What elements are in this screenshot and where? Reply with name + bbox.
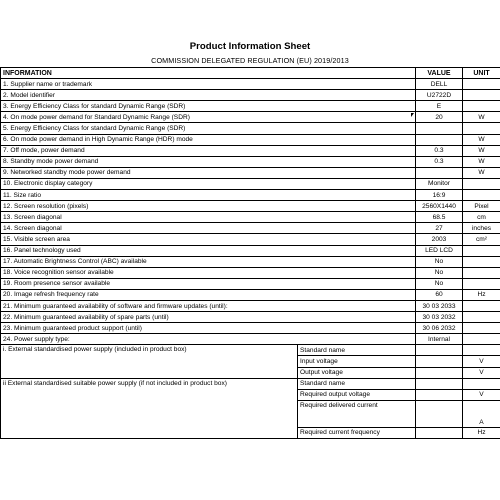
power-supply-unit: Hz (463, 427, 500, 438)
power-supply-value (416, 345, 463, 356)
table-row (1, 223, 500, 234)
row-label: 18. Voice recognition sensor available (1, 267, 416, 278)
product-info-table (0, 67, 500, 439)
table-row (1, 300, 500, 311)
row-unit: W (463, 112, 500, 123)
row-unit: W (463, 145, 500, 156)
power-supply-row (1, 378, 500, 389)
table-row (1, 145, 500, 156)
table-row (1, 212, 500, 223)
row-label: 8. Standby mode power demand (1, 156, 416, 167)
row-value: 20 (416, 112, 463, 123)
row-unit (463, 323, 500, 334)
row-unit (463, 245, 500, 256)
table-row (1, 312, 500, 323)
row-value: No (416, 267, 463, 278)
power-supply-unit (463, 378, 500, 389)
row-unit: Pixel (463, 201, 500, 212)
row-unit (463, 278, 500, 289)
row-value: LED LCD (416, 245, 463, 256)
row-value: Internal (416, 334, 463, 345)
table-row (1, 134, 500, 145)
row-label: 2. Model identifier (1, 90, 416, 101)
row-label: 9. Networked standby mode power demand (1, 167, 416, 178)
row-value (416, 134, 463, 145)
row-value (416, 123, 463, 134)
row-label: 23. Minimum guaranteed product support (until) (1, 323, 416, 334)
cell-marker (411, 113, 414, 117)
row-label: 19. Room presence sensor available (1, 278, 416, 289)
power-supply-field: Standard name (298, 345, 416, 356)
row-value: 2003 (416, 234, 463, 245)
row-label: 21. Minimum guaranteed availability of software and firmware updates (until): (1, 300, 416, 311)
table-row (1, 101, 500, 112)
row-value: U2722D (416, 90, 463, 101)
row-label: 10. Electronic display category (1, 178, 416, 189)
table-row (1, 267, 500, 278)
table-row (1, 123, 500, 134)
row-unit: W (463, 134, 500, 145)
row-label: 13. Screen diagonal (1, 212, 416, 223)
row-unit: W (463, 167, 500, 178)
power-supply-field: Output voltage (298, 367, 416, 378)
power-supply-field: Required delivered current (298, 400, 416, 427)
table-row (1, 190, 500, 201)
row-unit (463, 267, 500, 278)
table-row (1, 234, 500, 245)
header-unit: UNIT (463, 68, 500, 79)
row-value: 30 06 2032 (416, 323, 463, 334)
power-supply-value (416, 356, 463, 367)
table-row (1, 178, 500, 189)
row-unit (463, 334, 500, 345)
header-value: VALUE (416, 68, 463, 79)
row-unit: inches (463, 223, 500, 234)
row-unit (463, 312, 500, 323)
row-value: 60 (416, 289, 463, 300)
row-unit (463, 79, 500, 90)
sheet-title: Product Information Sheet (189, 41, 311, 52)
row-unit (463, 256, 500, 267)
row-unit: cm (463, 212, 500, 223)
power-supply-field: Required output voltage (298, 389, 416, 400)
table-row (1, 245, 500, 256)
row-unit (463, 190, 500, 201)
row-label: 20. Image refresh frequency rate (1, 289, 416, 300)
row-label: 17. Automatic Brightness Control (ABC) available (1, 256, 416, 267)
row-value: 0.3 (416, 145, 463, 156)
table-row (1, 289, 500, 300)
row-label: 4. On mode power demand for Standard Dynamic Range (SDR) (1, 112, 416, 123)
power-supply-type-label: i. External standardised power supply (included in product box) (1, 345, 298, 378)
row-value: 16:9 (416, 190, 463, 201)
row-value: 2560X1440 (416, 201, 463, 212)
power-supply-unit: V (463, 389, 500, 400)
table-row (1, 201, 500, 212)
table-row (1, 256, 500, 267)
row-value: 27 (416, 223, 463, 234)
row-value: DELL (416, 79, 463, 90)
row-label: 22. Minimum guaranteed availability of spare parts (until) (1, 312, 416, 323)
row-value: No (416, 278, 463, 289)
row-value: No (416, 256, 463, 267)
table-row (1, 323, 500, 334)
row-unit (463, 300, 500, 311)
row-unit (463, 123, 500, 134)
row-unit (463, 90, 500, 101)
row-label: 1. Supplier name or trademark (1, 79, 416, 90)
power-supply-row (1, 345, 500, 356)
row-label: 16. Panel technology used (1, 245, 416, 256)
row-label: 5. Energy Efficiency Class for standard Dynamic Range (SDR) (1, 123, 416, 134)
power-supply-unit (463, 345, 500, 356)
power-supply-field: Standard name (298, 378, 416, 389)
power-supply-value (416, 389, 463, 400)
table-header-row (1, 68, 500, 79)
row-unit (463, 178, 500, 189)
table-row (1, 79, 500, 90)
power-supply-value (416, 427, 463, 438)
table-row (1, 112, 500, 123)
power-supply-field: Required current frequency (298, 427, 416, 438)
power-supply-value (416, 378, 463, 389)
row-unit: W (463, 156, 500, 167)
power-supply-type-label: ii External standardised suitable power supply (if not included in product box) (1, 378, 298, 438)
power-supply-value (416, 400, 463, 427)
row-label: 3. Energy Efficiency Class for standard Dynamic Range (SDR) (1, 101, 416, 112)
row-value: 30 03 2032 (416, 312, 463, 323)
table-row (1, 90, 500, 101)
power-supply-unit: V (463, 367, 500, 378)
row-value: 30 03 2033 (416, 300, 463, 311)
table-row (1, 156, 500, 167)
row-unit (463, 101, 500, 112)
table-row (1, 278, 500, 289)
row-label: 12. Screen resolution (pixels) (1, 201, 416, 212)
regulation-subtitle: COMMISSION DELEGATED REGULATION (EU) 2019/2013 (151, 56, 349, 65)
row-label: 15. Visible screen area (1, 234, 416, 245)
row-label: 6. On mode power demand in High Dynamic Range (HDR) mode (1, 134, 416, 145)
power-supply-unit: V (463, 356, 500, 367)
row-label: 7. Off mode, power demand (1, 145, 416, 156)
table-row (1, 167, 500, 178)
row-unit: Hz (463, 289, 500, 300)
row-value: Monitor (416, 178, 463, 189)
header-information: INFORMATION (1, 68, 416, 79)
power-supply-value (416, 367, 463, 378)
table-row (1, 334, 500, 345)
row-unit: cm² (463, 234, 500, 245)
row-value: 68.5 (416, 212, 463, 223)
row-value: E (416, 101, 463, 112)
row-label: 11. Size ratio (1, 190, 416, 201)
row-label: 24. Power supply type: (1, 334, 416, 345)
power-supply-field: Input voltage (298, 356, 416, 367)
row-value (416, 167, 463, 178)
power-supply-unit: A (463, 400, 500, 427)
row-value: 0.3 (416, 156, 463, 167)
row-label: 14. Screen diagonal (1, 223, 416, 234)
